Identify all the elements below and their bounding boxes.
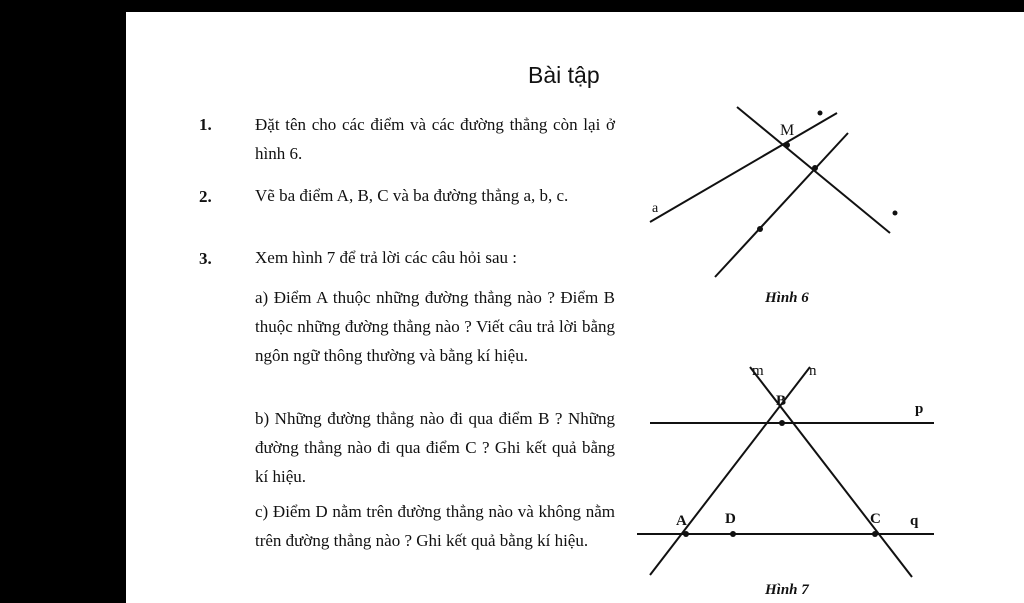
- fig6-line-3: [715, 133, 848, 277]
- fig7-label-B: B: [776, 393, 787, 409]
- fig7-point-D: [730, 531, 736, 537]
- fig7-point-A: [683, 531, 689, 537]
- page-title: Bài tập: [528, 62, 600, 88]
- fig7-point-B: [779, 420, 785, 426]
- figure-6: [640, 95, 920, 285]
- fig7-label-p: p: [915, 401, 924, 417]
- fig6-point-on-line: [757, 226, 763, 232]
- fig6-label-a: a: [652, 201, 659, 216]
- fig6-point-free-2: [893, 211, 898, 216]
- exercise-3-number: 3.: [199, 249, 212, 268]
- exercise-2-text: Vẽ ba điểm A, B, C và ba đường thẳng a, b, c.: [255, 186, 569, 205]
- question-a: a) Điểm A thuộc những đường thẳng nào ? Điểm B thuộc những đường thẳng nào ? Viết câu trả lời bằng ngôn ngữ thông thường và bằng kí hiệu.: [255, 288, 615, 365]
- fig7-label-n: n: [809, 363, 817, 379]
- fig7-label-q: q: [910, 513, 919, 529]
- question-b: b) Những đường thẳng nào đi qua điểm B ? Những đường thẳng nào đi qua điểm C ? Ghi kết quả bằng kí hiệu.: [255, 409, 615, 486]
- fig7-label-D: D: [725, 511, 736, 527]
- exercise-1-text: Đặt tên cho các điểm và các đường thẳng còn lại ở hình 6.: [255, 115, 615, 163]
- fig7-label-m: m: [752, 363, 764, 379]
- exercise-1-number: 1.: [199, 115, 212, 134]
- fig7-label-C: C: [870, 511, 881, 527]
- top-black-border: [0, 0, 1024, 12]
- fig6-point-free-1: [818, 111, 823, 116]
- fig6-point-intersection: [812, 165, 818, 171]
- exercise-2-number: 2.: [199, 187, 212, 206]
- fig7-point-C: [872, 531, 878, 537]
- fig6-label-M: M: [780, 122, 795, 139]
- left-black-border: [0, 0, 126, 603]
- question-c: c) Điểm D nằm trên đường thẳng nào và không nằm trên đường thẳng nào ? Ghi kết quả bằng kí hiệu.: [255, 502, 615, 550]
- fig6-point-M: [784, 142, 790, 148]
- figure-7-caption: Hình 7: [765, 582, 809, 598]
- fig7-label-A: A: [676, 513, 687, 529]
- fig7-line-m: [750, 367, 912, 577]
- exercise-3-text: Xem hình 7 để trả lời các câu hỏi sau :: [255, 248, 518, 267]
- figure-7: [632, 355, 942, 583]
- figure-6-caption: Hình 6: [765, 290, 809, 306]
